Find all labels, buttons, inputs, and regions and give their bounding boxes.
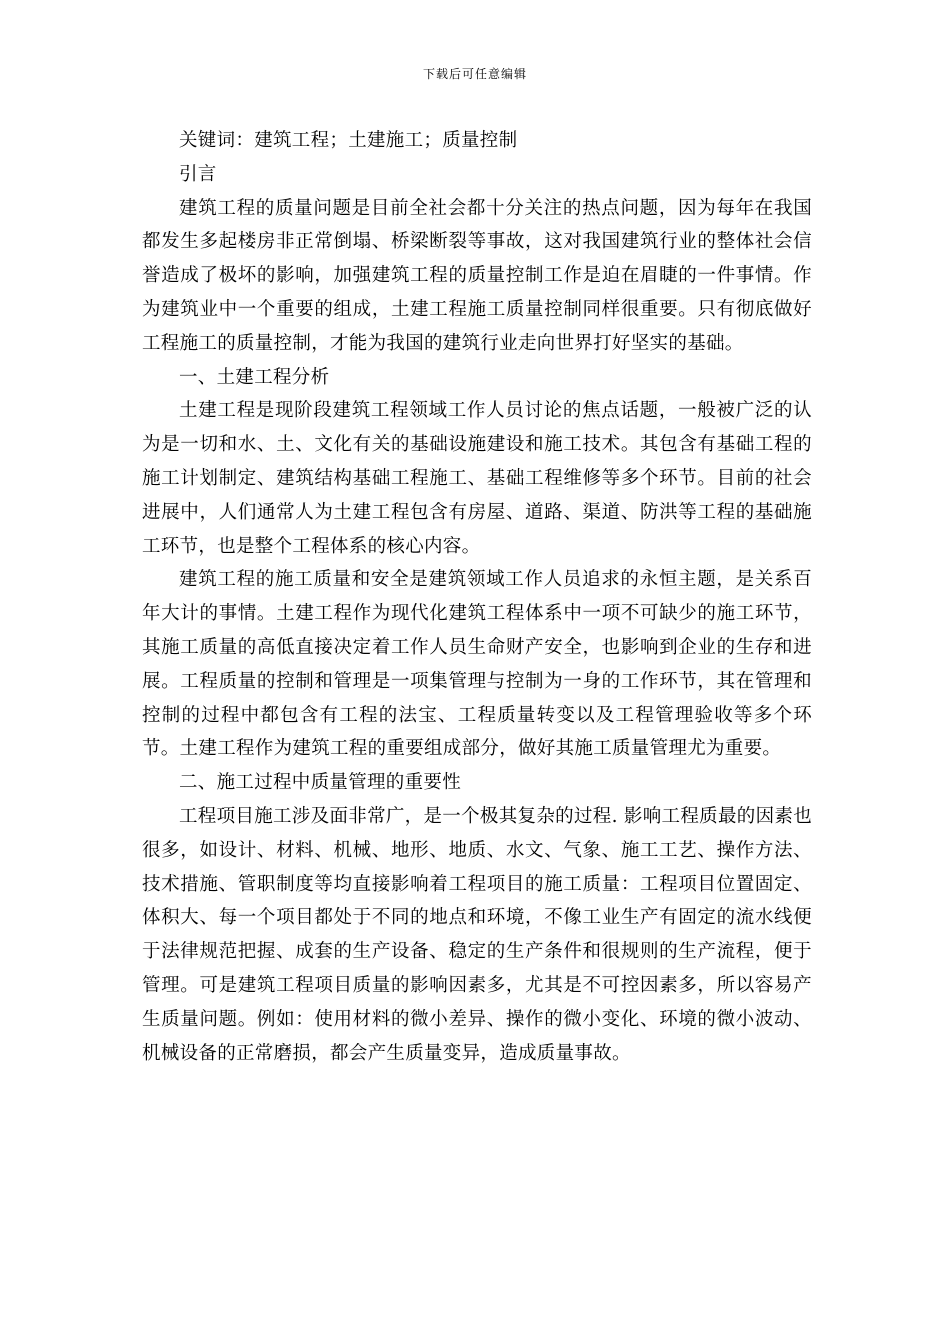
page-header: 下载后可任意编辑: [422, 67, 527, 81]
section-2-heading: 二、施工过程中质量管理的重要性: [179, 772, 462, 794]
keywords-line: 关键词：建筑工程；土建施工；质量控制: [179, 130, 518, 151]
intro-paragraph: 建筑工程的质量问题是目前全社会都十分关注的热点问题，因为每年在我国都发生多起楼房非正常倒塌、桥梁断裂等事故，这对我国建筑行业的整体社会信誉造成了极坏的影响，加强建筑工程的质量控制工作是迫在眉睫的一件事情。作为建筑业中一个重要的组成，土建工程施工质量控制同样很重要。只有彻底做好工程施工的质量控制，才能为我国的建筑行业走向世界打好坚实的基础。: [142, 197, 812, 354]
section-1-paragraph-1: 土建工程是现阶段建筑工程领域工作人员讨论的焦点话题，一般被广泛的认为是一切和水、土、文化有关的基础设施建设和施工技术。其包含有基础工程的施工计划制定、建筑结构基础工程施工、基础工程维修等多个环节。目前的社会进展中，人们通常人为土建工程包含有房屋、道路、渠道、防洪等工程的基础施工环节，也是整个工程体系的核心内容。: [142, 400, 812, 557]
intro-heading: 引言: [179, 163, 217, 185]
section-1-heading: 一、土建工程分析: [179, 366, 330, 388]
section-2-paragraph-1: 工程项目施工涉及面非常广，是一个极其复杂的过程. 影响工程质最的因素也很多，如设计、材料、机械、地形、地质、水文、气象、施工工艺、操作方法、技术措施、管职制度等均直接影响着工程项目的施工质量：工程项目位置固定、体积大、每一个项目都处于不同的地点和环境，不像工业生产有固定的流水线便于法律规范把握、成套的生产设备、稳定的生产条件和很规则的生产流程，便于管理。可是建筑工程项目质量的影响因素多，尤其是不可控因素多，所以容易产生质量问题。例如：使用材料的微小差异、操作的微小变化、环境的微小波动、机械设备的正常磨损，都会产生质量变异，造成质量事故。: [142, 805, 812, 1064]
document-body: [142, 124, 812, 1070]
section-1-paragraph-2: 建筑工程的施工质量和安全是建筑领域工作人员追求的永恒主题，是关系百年大计的事情。土建工程作为现代化建筑工程体系中一项不可缺少的施工环节，其施工质量的高低直接决定着工作人员生命财产安全，也影响到企业的生存和进展。工程质量的控制和管理是一项集管理与控制为一身的工作环节，其在管理和控制的过程中都包含有工程的法宝、工程质量转变以及工程管理验收等多个环节。土建工程作为建筑工程的重要组成部分，做好其施工质量管理尤为重要。: [142, 569, 812, 760]
